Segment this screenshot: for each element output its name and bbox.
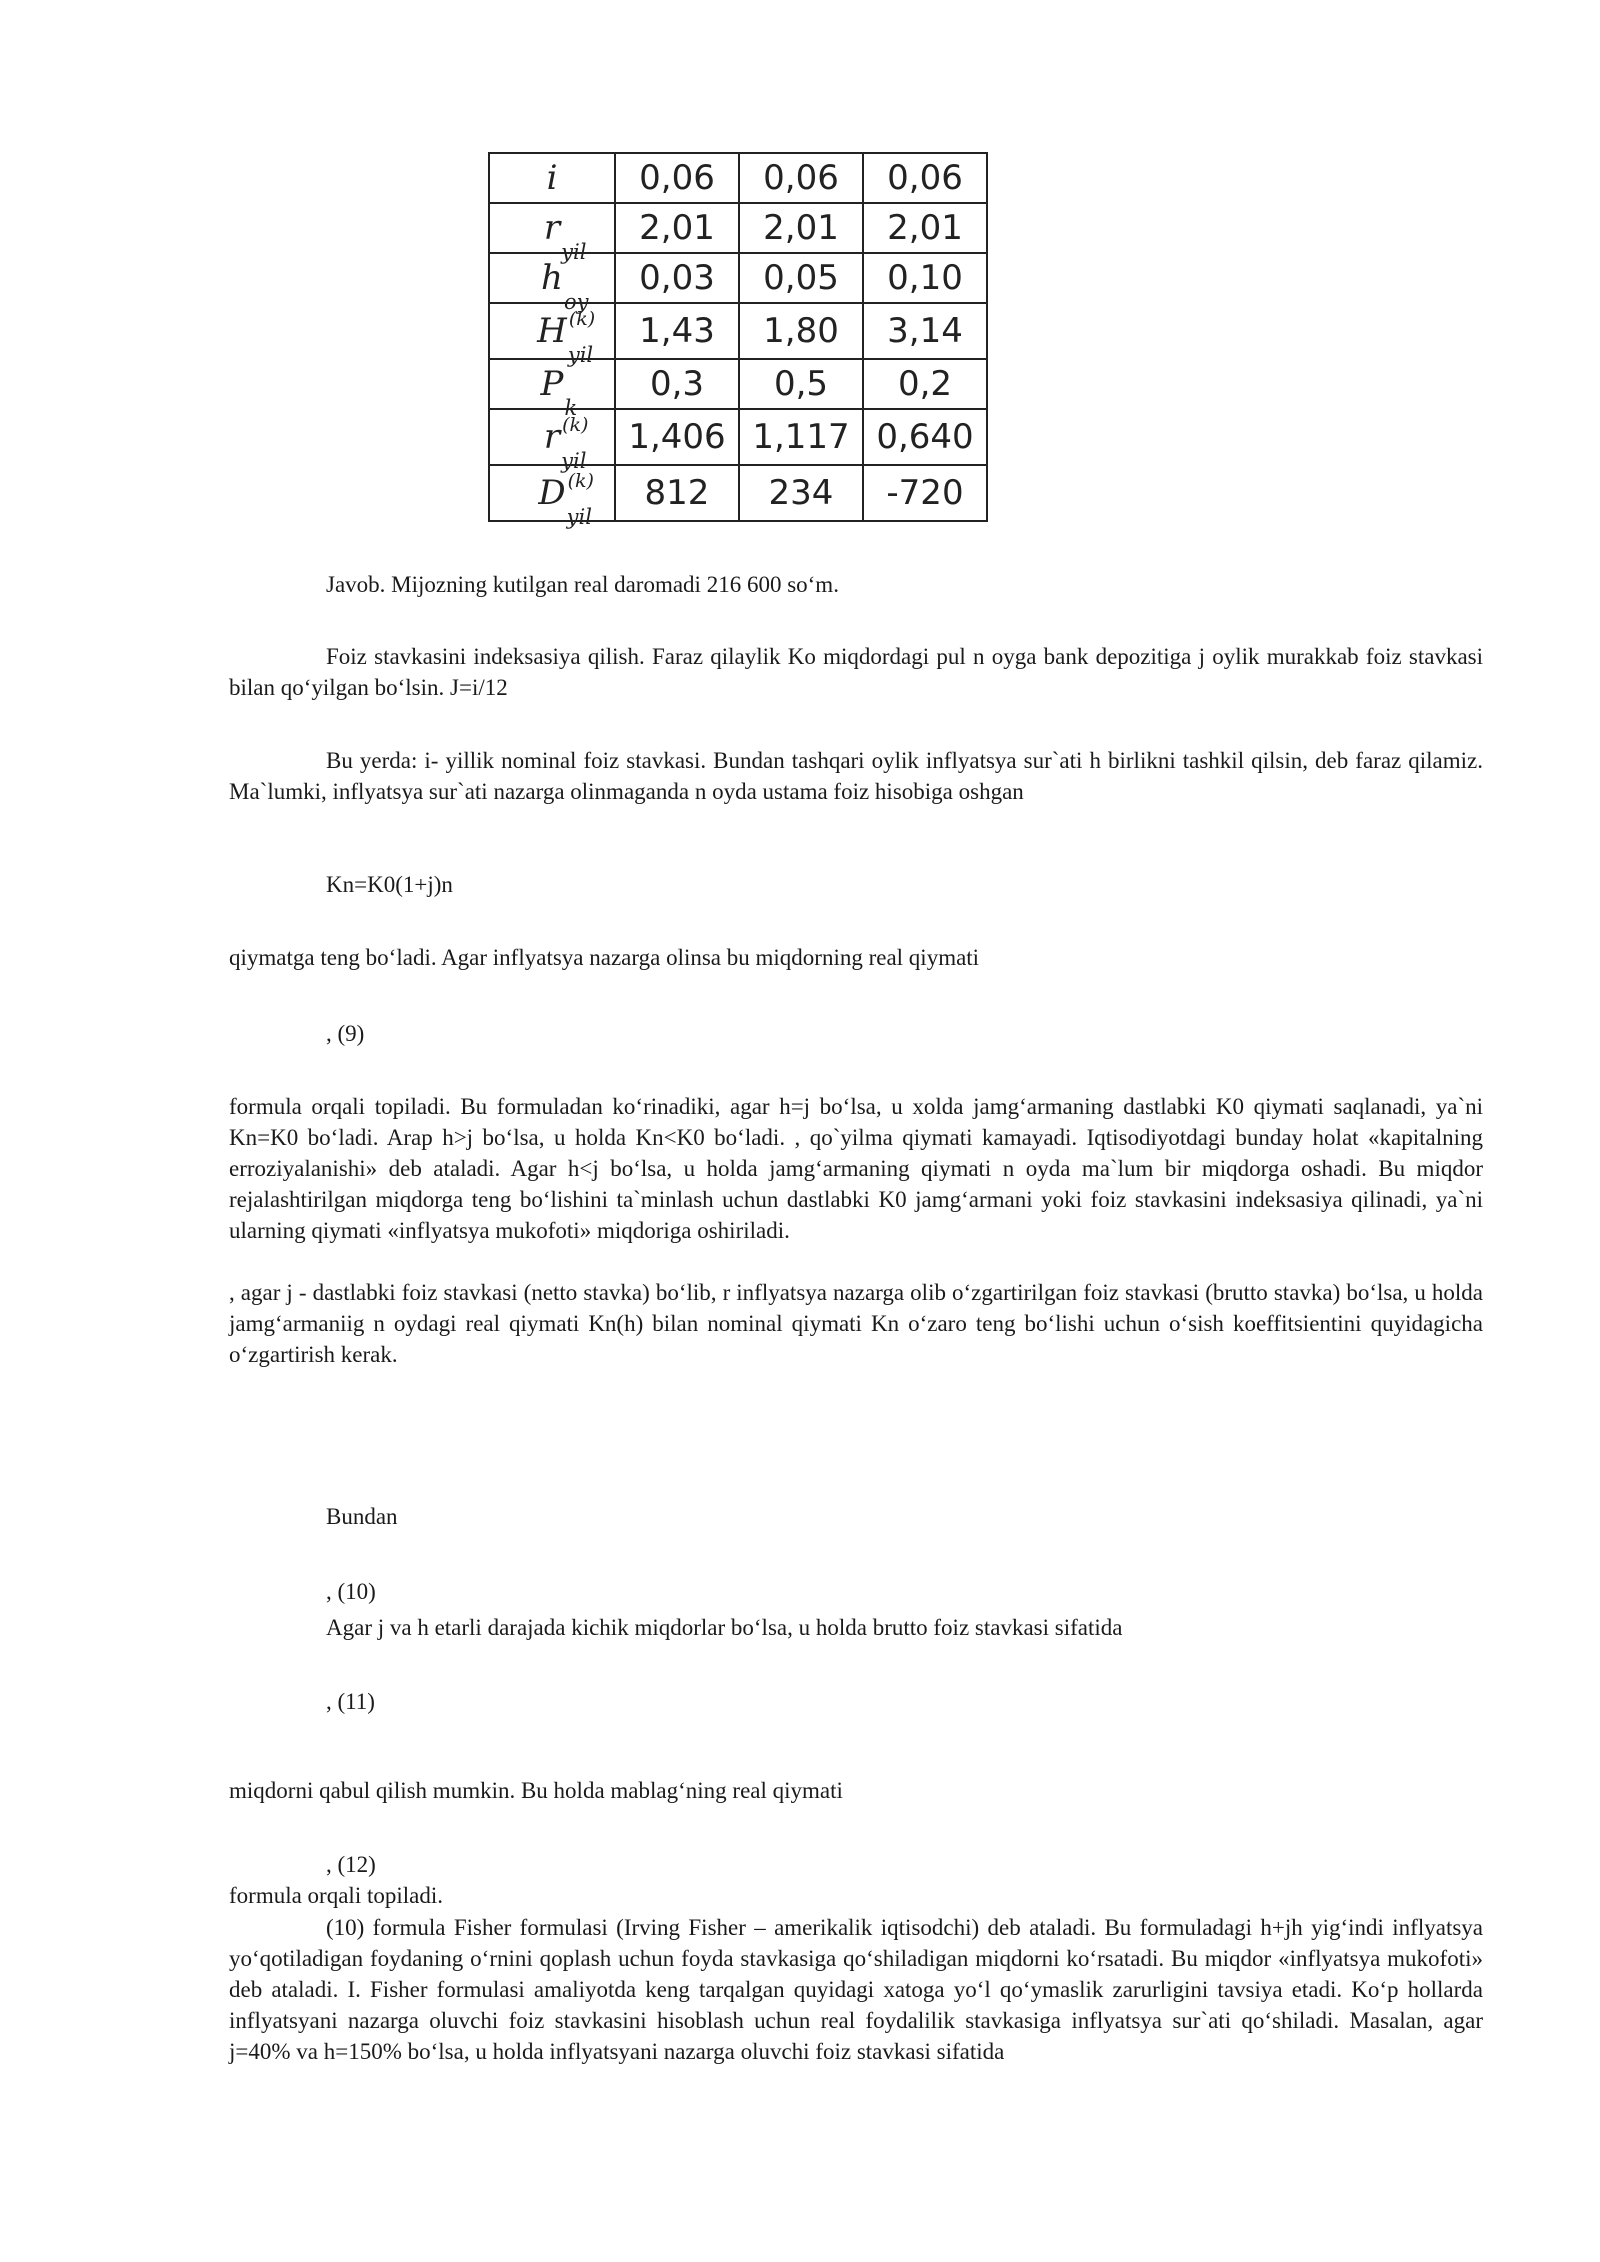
table-cell: 0,640 (863, 409, 987, 465)
table-cell: 0,10 (863, 253, 987, 303)
table-row (489, 409, 987, 465)
table-cell: 2,01 (863, 203, 987, 253)
table-cell: 0,2 (863, 359, 987, 409)
table-cell: 0,06 (739, 153, 863, 203)
symbol-subscript: yil (561, 240, 587, 264)
symbol-subscript: yil (567, 343, 594, 367)
row-symbol: i (489, 153, 615, 203)
table-cell: 2,01 (739, 203, 863, 253)
row-symbol: P k (489, 359, 615, 409)
symbol-superscript: (k) (562, 414, 589, 436)
table-cell: 0,05 (739, 253, 863, 303)
data-table-body (489, 153, 987, 529)
paragraph-formula-explained: formula orqali topiladi. Bu formuladan ko‘rinadiki, agar h=j bo‘lsa, u xolda jamg‘armaning dastlabki K0 qiymati saqlanadi, ya`ni Kn=K0 bo‘ladi. Arap h>j bo‘lsa, u holda Kn<K0 bo‘ladi. , qo`yilma qiymati kamayadi. Iqtisodiyotdagi bunday holat «kapitalning erroziyalanishi» deb ataladi. Agar h<j bo‘lsa, u holda jamg‘armaning qiymati n oyda ma`lum bir miqdorga oshadi. Bu miqdor rejalashtirilgan miqdorga teng bo‘lishini ta`minlash uchun dastlabki K0 jamg‘armani yoki foiz stavkasini indeksasiya qilinadi, ya`ni ularning qiymati «inflyatsya mukofoti» miqdoriga oshiriladi. (229, 1094, 1483, 1243)
formula-kn: Kn=K0(1+j)n (326, 872, 453, 897)
table-row (489, 203, 987, 253)
table-cell: 2,01 (615, 203, 739, 253)
equation-number-9: , (9) (326, 1021, 365, 1046)
row-symbol: D (k) yil (489, 465, 615, 521)
equation-number-11: , (11) (326, 1689, 375, 1714)
equation-number-12: , (12) (326, 1852, 376, 1877)
table-cell: 0,06 (615, 153, 739, 203)
table-cell: 234 (739, 465, 863, 521)
row-symbol: r (k) yil (489, 409, 615, 465)
table-cell: 1,43 (615, 303, 739, 359)
table-row (489, 253, 987, 303)
row-symbol: h oy (489, 253, 615, 303)
symbol-subscript: yil (561, 449, 587, 473)
table-cell: 1,117 (739, 409, 863, 465)
data-table (488, 152, 988, 529)
table-cell: 1,406 (615, 409, 739, 465)
table-cell: 1,80 (739, 303, 863, 359)
table-row (489, 153, 987, 203)
equation-number-10: , (10) (326, 1579, 376, 1604)
table-cell: 0,06 (863, 153, 987, 203)
table-cell: 0,3 (615, 359, 739, 409)
table-row (489, 359, 987, 409)
paragraph-definitions: Bu yerda: i- yillik nominal foiz stavkasi. Bundan tashqari oylik inflyatsya sur`ati h birlikni tashkil qilsin, deb faraz qilamiz. Ma`lumki, inflyatsya sur`ati nazarga olinmaganda n oyda ustama foiz hisobiga oshgan (229, 748, 1483, 804)
symbol-subscript: yil (566, 505, 592, 529)
paragraph-small-values: Agar j va h etarli darajada kichik miqdorlar bo‘lsa, u holda brutto foiz stavkasi sifatida (326, 1615, 1123, 1640)
table-cell: 0,5 (739, 359, 863, 409)
paragraph-real-value: qiymatga teng bo‘ladi. Agar inflyatsya nazarga olinsa bu miqdorning real qiymati (229, 945, 980, 970)
table-row (489, 303, 987, 359)
paragraph-real-funds: miqdorni qabul qilish mumkin. Bu holda mablag‘ning real qiymati (229, 1778, 843, 1803)
symbol-superscript: (k) (568, 308, 596, 330)
symbol-subscript: oy (563, 290, 589, 314)
paragraph-interest-indexation: Foiz stavkasini indeksasiya qilish. Faraz qilaylik Ko miqdordagi pul n oyga bank depozitiga j oylik murakkab foiz stavkasi bilan qo‘yilgan bo‘lsin. J=i/12 (229, 644, 1483, 700)
table-cell: 0,03 (615, 253, 739, 303)
symbol-superscript: (k) (567, 470, 594, 492)
row-symbol: H (k) yil (489, 303, 615, 359)
paragraph-netto-brutto: , agar j - dastlabki foiz stavkasi (netto stavka) bo‘lib, r inflyatsya nazarga olib o‘zgartirilgan foiz stavkasi (brutto stavka) bo‘lsa, u holda jamg‘armaniig n oydagi real qiymati Kn(h) bilan nominal qiymati Kn o‘zaro teng bo‘lishi uchun o‘sish koeffitsientini quyidagicha o‘zgartirish kerak. (229, 1280, 1483, 1367)
table-cell: 812 (615, 465, 739, 521)
paragraph-bundan: Bundan (326, 1504, 398, 1529)
table-row (489, 465, 987, 521)
table-cell: -720 (863, 465, 987, 521)
paragraph-fisher: (10) formula Fisher formulasi (Irving Fisher – amerikalik iqtisodchi) deb ataladi. Bu formuladagi h+jh yig‘indi inflyatsya yo‘qotiladigan foydaning o‘rnini qoplash uchun foyda stavkasiga qo‘shiladigan miqdorni ko‘rsatadi. Bu miqdor «inflyatsya mukofoti» deb ataladi. I. Fisher formulasi amaliyotda keng tarqalgan quyidagi xatoga yo‘l qo‘ymaslik zarurligini tavsiya etadi. Ko‘p hollarda inflyatsyani nazarga oluvchi foiz stavkasini hisoblash uchun real foydalilik stavkasiga inflyatsya sur`ati qo‘shiladi. Masalan, agar j=40% va h=150% bo‘lsa, u holda inflyatsyani nazarga oluvchi foiz stavkasi sifatida (229, 1915, 1483, 2064)
row-symbol: r yil (489, 203, 615, 253)
paragraph-formula-found: formula orqali topiladi. (229, 1883, 443, 1908)
symbol-subscript: k (564, 396, 578, 420)
answer-line: Javob. Mijozning kutilgan real daromadi 216 600 so‘m. (326, 572, 839, 597)
table-cell: 3,14 (863, 303, 987, 359)
